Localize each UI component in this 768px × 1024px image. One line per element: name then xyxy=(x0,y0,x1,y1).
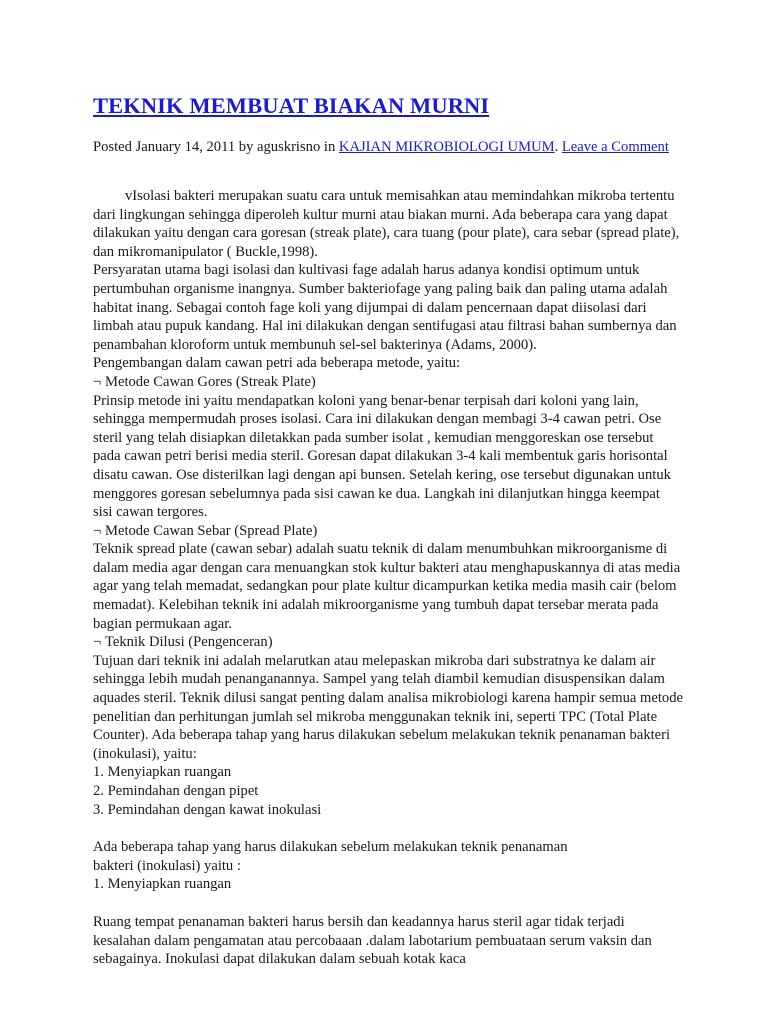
category-link[interactable]: KAJIAN MIKROBIOLOGI UMUM xyxy=(338,139,555,155)
method-heading-label: Metode Cawan Gores (Streak Plate) xyxy=(105,373,316,390)
list-item: 1. Menyiapkan ruangan xyxy=(93,764,232,781)
post-meta xyxy=(93,138,683,156)
spacer xyxy=(93,894,683,913)
method-heading-label: Metode Cawan Sebar (Spread Plate) xyxy=(105,522,318,539)
method-heading-streak xyxy=(93,373,683,392)
paragraph-methods-intro: Pengembangan dalam cawan petri ada beberapa metode, yaitu: xyxy=(93,355,461,372)
spacer xyxy=(93,819,683,838)
paragraph-room: Ruang tempat penanaman bakteri harus bersih dan keadannya harus steril agar tidak terjadi kesalahan dalam pengamatan atau percobaaan .dalam labotarium pembuataan serum vaksin dan sebagainya. Inokulasi dapat dilakukan dalam sebuah kotak kaca xyxy=(93,913,652,968)
article xyxy=(93,92,683,969)
leave-comment-link[interactable]: Leave a Comment xyxy=(561,139,669,155)
paragraph-streak-plate: Prinsip metode ini yaitu mendapatkan koloni yang benar-benar terpisah dari koloni yang lain, sehingga mempermudah proses isolasi. Cara ini dilakukan dengan membagi 3-4 cawan petri. Ose steril yang telah disiapkan diletakkan pada sumber isolat , kemudian menggoreskan ose tersebut pada cawan petri berisi media steril. Goresan dapat dilakukan 3-4 kali membentuk garis horisontal disatu cawan. Ose disterilkan lagi dengan api bunsen. Setelah kering, ose tersebut digunakan untuk menggores goresan sebelumnya pada sisi cawan ke dua. Langkah ini dilanjutkan hingga keempat sisi cawan tergores. xyxy=(93,392,671,521)
paragraph-steps-line1: Ada beberapa tahap yang harus dilakukan sebelum melakukan teknik penanaman xyxy=(93,839,568,856)
bullet-symbol: ¬ xyxy=(93,373,102,390)
bullet-symbol: ¬ xyxy=(93,634,102,651)
post-body xyxy=(93,187,683,969)
paragraph-spread-plate: Teknik spread plate (cawan sebar) adalah suatu teknik di dalam menumbuhkan mikroorganisme di dalam media agar dengan cara menuangkan stok kultur bakteri atau menghapuskannya di atas media agar yang telah memadat, sedangkan pour plate kultur dicampurkan ketika media masih cair (belom memadat). Kelebihan teknik ini adalah mikroorganisme yang tumbuh dapat tersebar merata pada bagian permukaan agar. xyxy=(93,541,681,632)
paragraph-isolation: vIsolasi bakteri merupakan suatu cara untuk memisahkan atau memindahkan mikroba tertentu dari lingkungan sehingga diperoleh kultur murni atau biakan murni. Ada beberapa cara yang dapat dilakukan yaitu dengan cara goresan (streak plate), cara tuang (pour plate), cara sebar (spread plate), dan mikromanipulator ( Buckle,1998). xyxy=(93,188,680,260)
paragraph-dilution: Tujuan dari teknik ini adalah melarutkan atau melepaskan mikroba dari substratnya ke dalam air sehingga lebih mudah penanganannya. Sampel yang telah diambil kemudian disuspensikan dalam aquades steril. Teknik dilusi sangat penting dalam analisa mikrobiologi karena hampir semua metode penelitian dan perhitungan jumlah sel mikroba menggunakan teknik ini, seperti TPC (Total Plate Counter). Ada beberapa tahap yang harus dilakukan sebelum melakukan teknik penanaman bakteri (inokulasi), yaitu: xyxy=(93,652,684,762)
list-item: 2. Pemindahan dengan pipet xyxy=(93,783,259,799)
method-heading-dilution xyxy=(93,633,683,652)
paragraph-steps-line2: bakteri (inokulasi) yaitu : xyxy=(93,857,241,874)
post-title-link[interactable]: TEKNIK MEMBUAT BIAKAN MURNI xyxy=(93,93,490,118)
list-item: 1. Menyiapkan ruangan xyxy=(93,876,232,893)
post-meta-text: Posted January 14, 2011 by aguskrisno in xyxy=(93,139,339,155)
meta-separator: . xyxy=(554,139,562,155)
list-item: 3. Pemindahan dengan kawat inokulasi xyxy=(93,801,322,818)
bullet-symbol: ¬ xyxy=(93,522,102,539)
paragraph-fage: Persyaratan utama bagi isolasi dan kultivasi fage adalah harus adanya kondisi optimum untuk pertumbuhan organisme inangnya. Sumber bakteriofage yang paling baik dan paling utama adalah habitat inang. Sebagai contoh fage koli yang dijumpai di dalam pencernaan dapat diisolasi dari limbah atau pupuk kandang. Hal ini dilakukan dengan sentifugasi atau filtrasi bahan sumbernya dan penambahan kloroform untuk membunuh sel-sel bakterinya (Adams, 2000). xyxy=(93,262,677,353)
method-heading-spread xyxy=(93,522,683,541)
method-heading-label: Teknik Dilusi (Pengenceran) xyxy=(105,634,273,651)
